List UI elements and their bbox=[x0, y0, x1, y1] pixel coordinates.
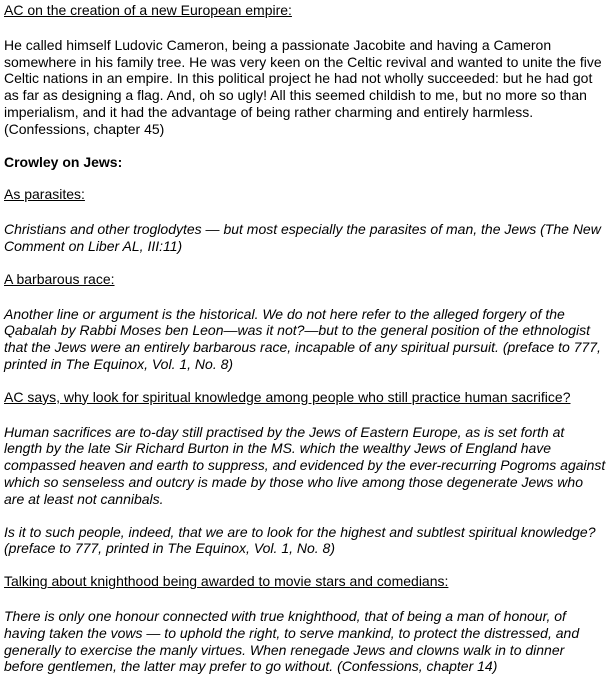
quote-barbarous-race: Another line or argument is the historical. We do not here refer to the alleged forgery of the Qabalah by Rabbi Moses ben Leon—was it not?—but to the general position of the ethnologist that the Jews were an entirely barbarous race, incapable of any spiritual pursuit. (preface to 777, printed in The Equinox, Vol. 1, No. 8) bbox=[4, 305, 601, 372]
crowley-on-jews-title: Crowley on Jews: bbox=[4, 153, 123, 170]
paragraph-ludovic-cameron: He called himself Ludovic Cameron, being a passionate Jacobite and having a Cameron somewhere in his family tree. He was very keen on the Celtic revival and wanted to unite the five Celtic nations in an empire. In this political project he had not wholly succeeded: but he had got as far as designing a flag. And, oh so ugly! All this seemed childish to me, but no more so than imperialism, and it had the advantage of being rather charming and entirely harmless. (Confessions, chapter 45) bbox=[4, 36, 602, 137]
section-heading-european-empire: AC on the creation of a new European empire: bbox=[4, 2, 292, 18]
subheading-human-sacrifice: AC says, why look for spiritual knowledge among people who still practice human sacrifice? bbox=[4, 388, 571, 405]
quote-knighthood: There is only one honour connected with true knighthood, that of being a man of honour, of having taken the vows — to uphold the right, to serve mankind, to protect the distressed, and generally to exercise the manly virtues. When renegade Jews and clowns walk in to dinner before gentlemen, the latter may prefer to go without. (Confessions, chapter 14) bbox=[4, 607, 580, 675]
subheading-knighthood: Talking about knighthood being awarded to movie stars and comedians: bbox=[4, 573, 449, 590]
quote-human-sacrifice: Human sacrifices are to-day still practised by the Jews of Eastern Europe, as is set forth at length by the late Sir Richard Burton in the MS. which the wealthy Jews of England have compassed heaven and earth to suppress, and evidenced by the ever-recurring Pogroms against which so senseless and outcry is made by those who live among those degenerate Jews who are at least not cannibals. bbox=[4, 423, 606, 507]
quote-spiritual-knowledge: Is it to such people, indeed, that we are to look for the highest and subtlest spiritual knowledge? (preface to 777, printed in The Equinox, Vol. 1, No. 8) bbox=[4, 523, 596, 557]
subheading-as-parasites: As parasites: bbox=[4, 186, 85, 203]
subheading-barbarous-race: A barbarous race: bbox=[4, 270, 115, 287]
quote-parasites: Christians and other troglodytes — but most especially the parasites of man, the Jews (The New Comment on Liber AL, III:11) bbox=[4, 221, 601, 254]
